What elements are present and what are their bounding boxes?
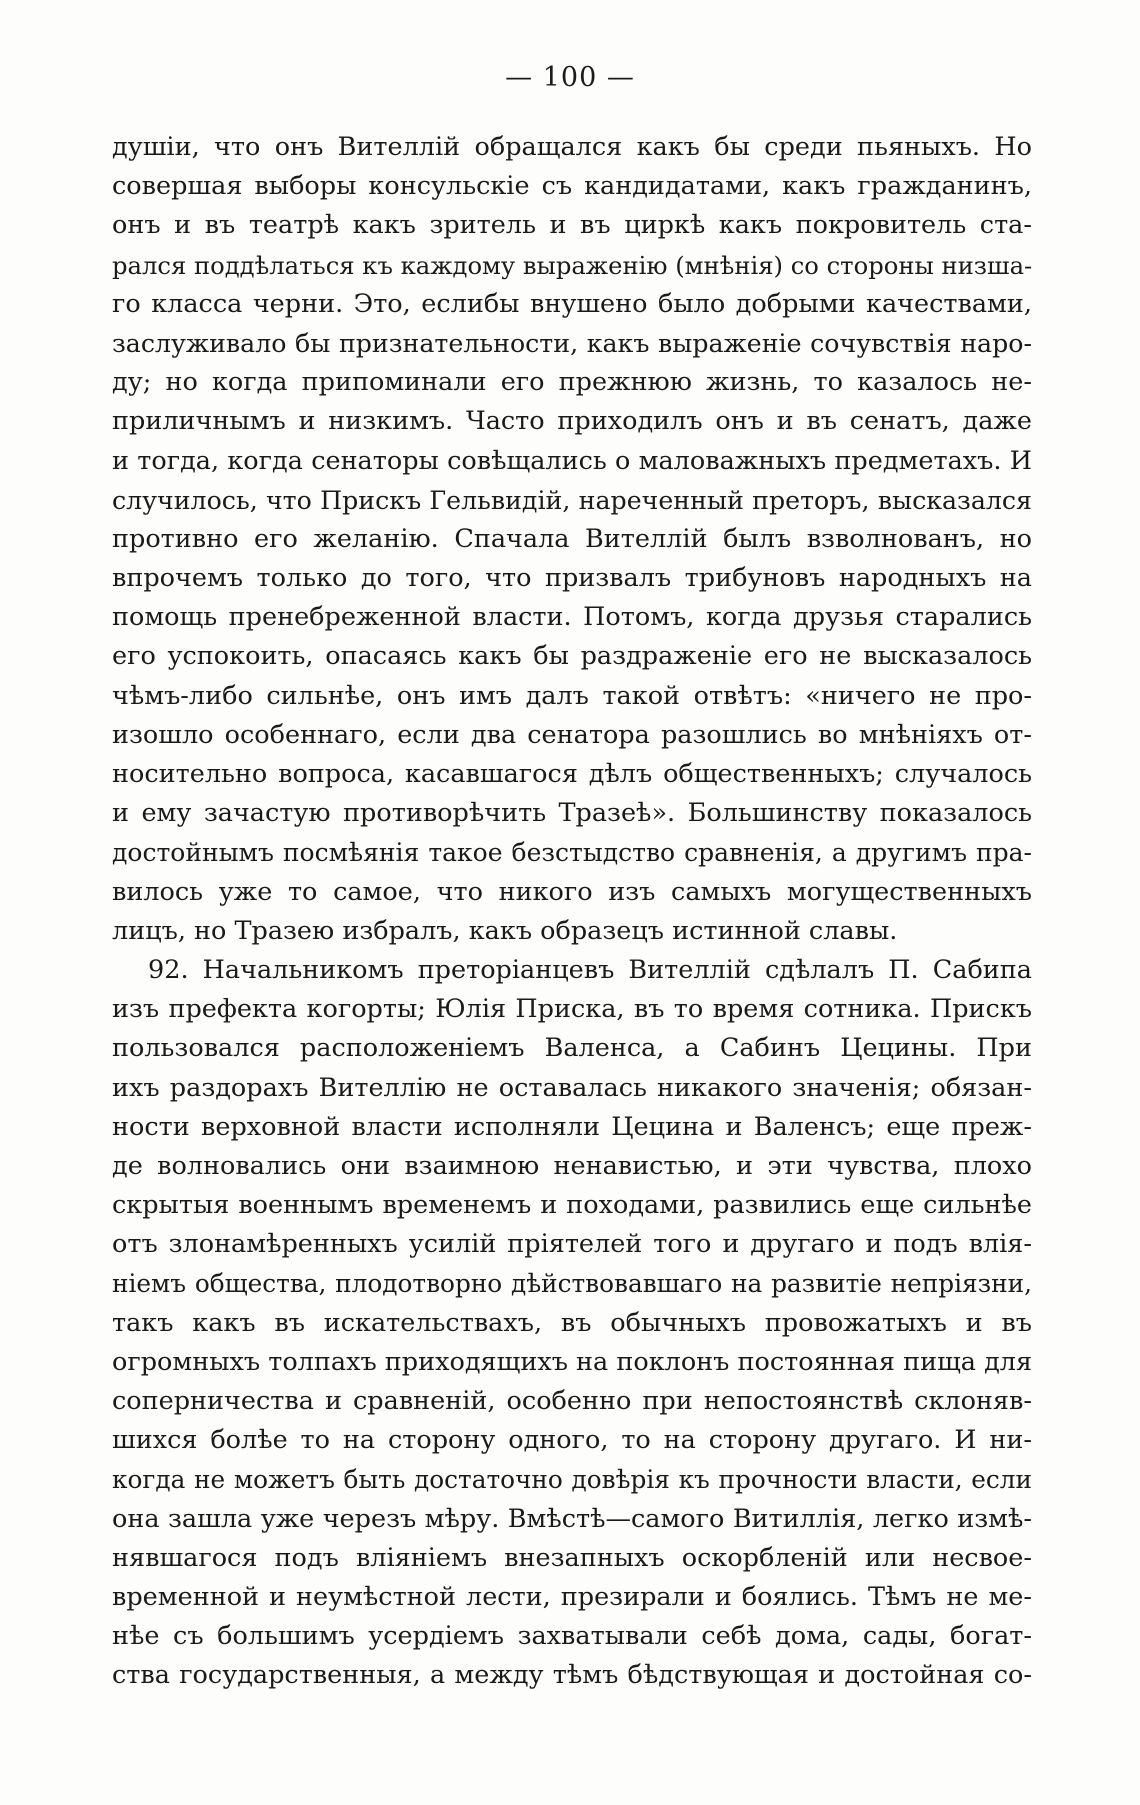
text-line: ихъ раздорахъ Вителлію не оставалась никакого значенія; обязан- — [112, 1072, 1032, 1103]
text-line: пользовался расположеніемъ Валенса, а Сабинъ Цецины. При — [112, 1033, 1032, 1064]
body-text — [112, 128, 1032, 1696]
text-line: достойнымъ посмѣянія такое безстыдство сравненія, а другимъ пра- — [112, 838, 1032, 868]
paragraph-section-92 — [112, 951, 1032, 1696]
text-line: впрочемъ только до того, что призвалъ трибуновъ народныхъ на — [112, 563, 1032, 594]
text-line: чѣмъ-либо сильнѣе, онъ имъ далъ такой отвѣтъ: «ничего не про- — [112, 680, 1032, 711]
text-line: лицъ, но Тразею избралъ, какъ образецъ истинной славы. — [112, 915, 898, 946]
text-line: душіи, что онъ Вителлій обращался какъ бы среди пьяныхъ. Но — [112, 132, 1032, 162]
text-line: ніемъ общества, плодотворно дѣйствовавшаго на развитіе непріязни, — [112, 1269, 1032, 1299]
text-line: изъ префекта когорты; Юлія Приска, въ то время сотника. Прискъ — [112, 994, 1032, 1025]
text-line: 92. Начальникомъ преторіанцевъ Вителлій сдѣлалъ П. Сабипа — [148, 954, 1032, 985]
text-line: совершая выборы консульскіе съ кандидатами, какъ гражданинъ, — [112, 171, 1032, 202]
text-line: его успокоить, опасаясь какъ бы раздраженіе его не высказалось — [112, 641, 1032, 672]
text-line: носительно вопроса, касавшагося дѣлъ общественныхъ; случалось — [112, 759, 1032, 789]
text-line: заслуживало бы признательности, какъ выраженіе сочувствія наро- — [112, 328, 1032, 358]
text-line: огромныхъ толпахъ приходящихъ на поклонъ постоянная пища для — [112, 1346, 1032, 1377]
text-line: онъ и въ театрѣ какъ зритель и въ циркѣ какъ покровитель ста- — [112, 210, 1032, 241]
text-line: ду; но когда припоминали его прежнюю жизнь, то казалось не- — [112, 367, 1032, 398]
text-line: де волновались они взаимною ненавистью, и эти чувства, плохо — [112, 1150, 1032, 1181]
text-line: такъ какъ въ искательствахъ, въ обычныхъ провожатыхъ и въ — [112, 1307, 1032, 1338]
text-line: скрытыя военнымъ временемъ и походами, развились еще сильнѣе — [112, 1190, 1032, 1221]
text-line: противно его желанію. Спачала Вителлій былъ взволнованъ, но — [112, 523, 1032, 554]
text-line: помощь пренебреженной власти. Потомъ, когда друзья старались — [112, 602, 1032, 633]
text-line: она зашла уже черезъ мѣру. Вмѣстѣ—самого Витиллія, легко измѣ- — [112, 1503, 1032, 1534]
text-line: изошло особеннаго, если два сенатора разошлись во мнѣніяхъ от- — [112, 719, 1032, 750]
text-line: временной и неумѣстной лести, презирали и боялись. Тѣмъ не ме- — [112, 1581, 1032, 1612]
text-line: шихся болѣе то на сторону одного, то на сторону другаго. И ни- — [112, 1425, 1032, 1456]
text-line: нѣе съ большимъ усердіемъ захватывали себѣ дома, сады, богат- — [112, 1621, 1032, 1652]
text-line: рался поддѣлаться къ каждому выраженію (мнѣнія) со стороны низша- — [112, 250, 1032, 280]
text-line: и тогда, когда сенаторы совѣщались о маловажныхъ предметахъ. И — [112, 445, 1032, 476]
text-line: вилось уже то самое, что никого изъ самыхъ могущественныхъ — [112, 876, 1032, 907]
text-line: ства государственныя, а между тѣмъ бѣдствующая и достойная со- — [112, 1660, 1032, 1691]
text-line: когда не можетъ быть достаточно довѣрія къ прочности власти, если — [112, 1465, 1032, 1495]
page-number: — 100 — — [505, 62, 635, 93]
text-line: нявшагося подъ вліяніемъ внезапныхъ оскорбленій или несвое- — [112, 1542, 1032, 1573]
text-line: го класса черни. Это, еслибы внушено было добрыми качествами, — [112, 288, 1032, 319]
text-line: и ему зачастую противорѣчить Тразеѣ». Большинству показалось — [112, 798, 1032, 829]
text-line: случилось, что Прискъ Гельвидій, нареченный преторъ, высказался — [112, 485, 1032, 515]
text-line: приличнымъ и низкимъ. Часто приходилъ онъ и въ сенатъ, даже — [112, 406, 1032, 437]
text-line: отъ злонамѣренныхъ усилій пріятелей того и другаго и подъ влія- — [112, 1229, 1032, 1260]
text-line: ности верховной власти исполняли Цецина и Валенсъ; еще преж- — [112, 1111, 1032, 1142]
paragraph-continuation — [112, 128, 1032, 951]
text-line: соперничества и сравненій, особенно при непостоянствѣ склоняв- — [112, 1386, 1032, 1416]
